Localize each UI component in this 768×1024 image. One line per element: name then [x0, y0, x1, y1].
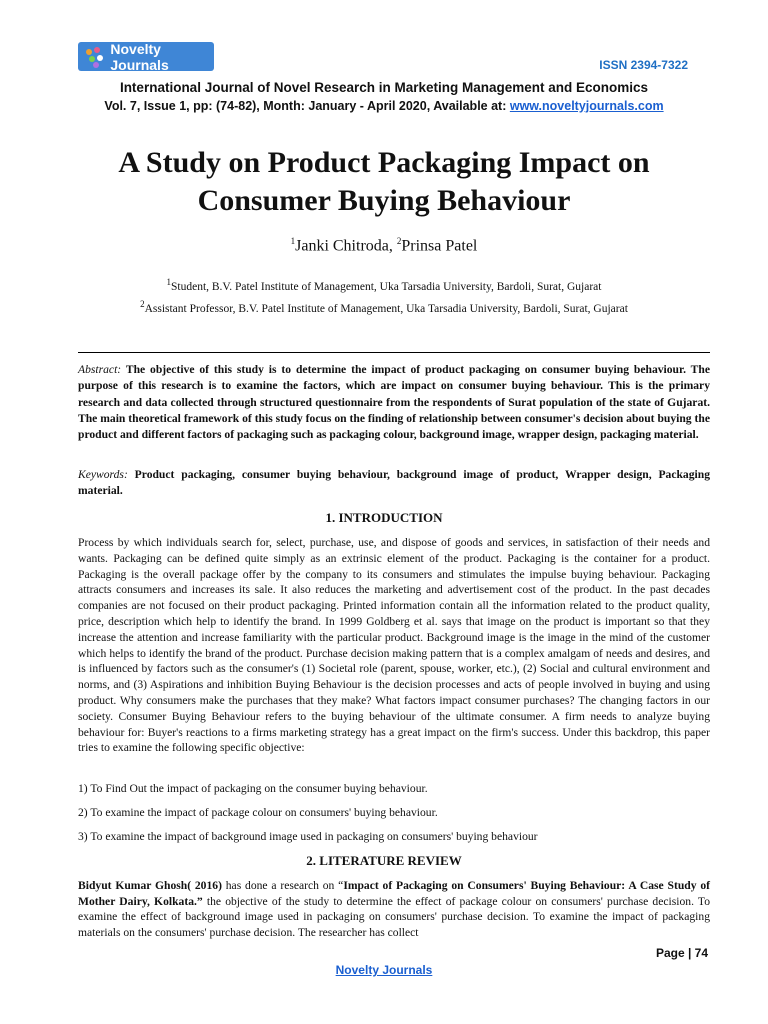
abstract-text: The objective of this study is to determine the impact of product packaging on consumer buying behaviour. The purpose of this research is to examine the factors, which are impact on consumer buying behaviour. This is the primary research and data collected through structured questionnaire from the respondents of Surat population of the state of Gujarat. The main theoretical framework of this study focus on the finding of relationship between consumer's decision about buying the product and different factors of packaging such as packaging colour, background image, wrapper design, packaging material. [78, 363, 710, 442]
author1-sup: 1 [290, 236, 296, 246]
logo-text: Novelty Journals [110, 40, 169, 73]
issn-label: ISSN 2394-7322 [599, 58, 688, 72]
literature-paragraph [78, 878, 710, 940]
journal-name: International Journal of Novel Research in Marketing Management and Economics [119, 80, 649, 95]
objective-1: 1) To Find Out the impact of packaging on the consumer buying behaviour. [78, 782, 428, 795]
keywords [78, 467, 710, 500]
objective-2: 2) To examine the impact of package colour on consumers' buying behaviour. [78, 806, 438, 819]
intro-paragraph: Process by which individuals search for, select, purchase, use, and dispose of goods and services, in satisfaction of their needs and wants. Packaging can be defined quite simply as an extrinsic element of the product. Packaging is the container for a product. Packaging is the overall package offer by the company to its consumers and stimulates the impulse buying behaviour. Packaging attracts consumers and increases its sale. It also reduces the marketing and advertisement cost of the product. In the past decades companies are not focused on their product packaging. Printed information contain all the information related to the product quality, price, description which help to identify the brand. In 1999 Goldberg et al. says that image on the product is important so that they increase the attention and increase familiarity with the particular product. Background image is the image in the mind of the customer which helps to identify the brand of the product. Purchase decision making pattern that is a complex amalgam of needs and desires, and is influenced by factors such as the consumer's (1) Societal role (parent, spouse, worker, etc.), (2) Social and cultural environment and norms, and (3) Aspirations and inhibition Buying Behaviour is the decision processes and acts of people involved in buying and using product. Why consumers make the purchases that they make? What factors impact consumer purchases? The changing factors in our society. Consumer Buying Behaviour refers to the buying behaviour of the ultimate consumer. A firm needs to analyze buying behaviour for: Buyer's reactions to a firms marketing strategy has a great impact on the firm's success. Under this backdrop, this paper tries to examine the following specific objective: [78, 536, 710, 755]
footer-publisher-link[interactable]: Novelty Journals [335, 963, 433, 977]
footer-publisher [0, 963, 768, 977]
author1-name: Janki Chitroda, [295, 237, 397, 255]
keywords-label: Keywords: [78, 468, 128, 481]
keywords-text: Product packaging, consumer buying behaviour, background image of product, Wrapper design, Packaging material. [78, 468, 710, 498]
paper-title: A Study on Product Packaging Impact on Consumer Buying Behaviour [118, 146, 650, 217]
objective-3: 3) To examine the impact of background image used in packaging on consumers' buying behaviour [78, 830, 538, 843]
intro-heading: 1. INTRODUCTION [325, 510, 443, 525]
abstract-label: Abstract: [78, 363, 122, 376]
literature-text-2: the objective of the study to determine the effect of package colour on consumers' purchase decision. To examine the effect of background image used in packaging on consumers' purchase decision. To examine the impact of packaging materials on the consumers' purchase decision. The researcher has collect [78, 894, 710, 939]
author-list [0, 236, 768, 255]
abstract [78, 362, 710, 443]
affiliation-2 [0, 299, 768, 315]
page-number: Page | 74 [655, 946, 708, 960]
affiliation-1-text: Student, B.V. Patel Institute of Management, Uka Tarsadia University, Bardoli, Surat, Gujarat [171, 280, 602, 293]
volume-line [0, 99, 768, 113]
volume-text: Vol. 7, Issue 1, pp: (74-82), Month: January - April 2020, Available at: [104, 99, 510, 113]
website-link[interactable]: www.noveltyjournals.com [509, 99, 664, 113]
literature-author: Bidyut Kumar Ghosh( 2016) [78, 879, 222, 892]
affiliation-1-sup: 1 [166, 277, 171, 287]
literature-study-title: Impact of Packaging on Consumers' Buying Behaviour: A Case Study of Mother Dairy, Kolkata.” [78, 879, 710, 908]
author2-name: Prinsa Patel [401, 237, 478, 255]
affiliation-1 [0, 277, 768, 293]
affiliation-2-text: Assistant Professor, B.V. Patel Institute of Management, Uka Tarsadia University, Bardoli, Surat, Gujarat [144, 302, 628, 315]
literature-heading: 2. LITERATURE REVIEW [306, 853, 462, 868]
affiliation-2-sup: 2 [140, 299, 145, 309]
literature-text-1: has done a research on “ [221, 879, 344, 892]
author2-sup: 2 [396, 236, 402, 246]
logo-dots-icon [86, 47, 104, 67]
publisher-logo [78, 42, 214, 71]
section-divider [78, 352, 710, 353]
